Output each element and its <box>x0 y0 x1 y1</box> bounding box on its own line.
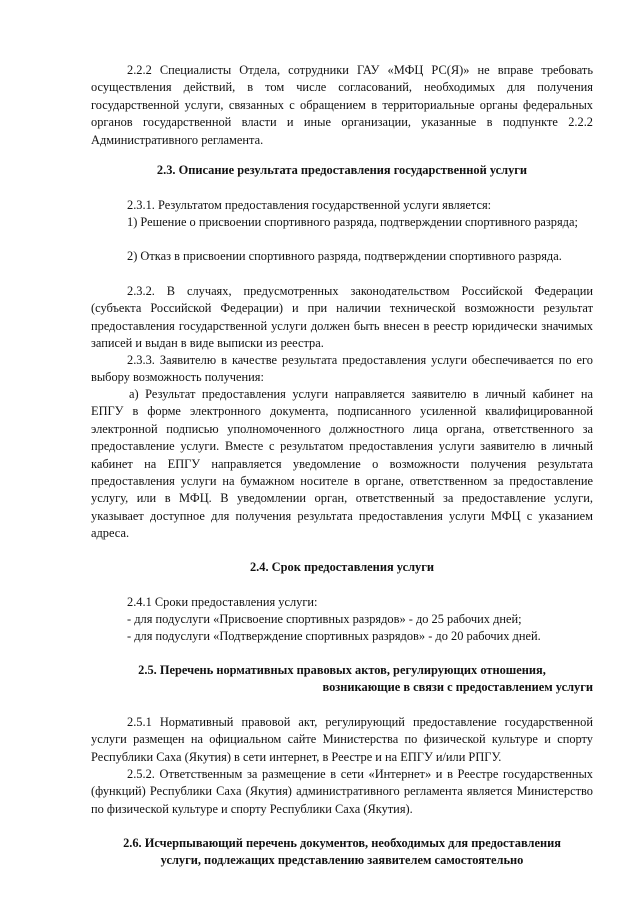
paragraph-2-5-1: 2.5.1 Нормативный правовой акт, регулирующий предоставление государственной услуги размещен на официальном сайте Министерства по физической культуре и спорту Республики Саха (Якутия) в сети интернет, в Реестре и на ЕПГУ и/или РПГУ. <box>91 715 593 764</box>
paragraph-2-3-1-item-2: 2) Отказ в присвоении спортивного разряда, подтверждении спортивного разряда. <box>127 249 562 263</box>
heading-2-5-line-2: возникающие в связи с предоставлением услуги <box>322 680 593 694</box>
heading-2-3: 2.3. Описание результата предоставления государственной услуги <box>156 163 528 177</box>
paragraph-2-4-1: 2.4.1 Сроки предоставления услуги: <box>127 595 318 609</box>
paragraph-2-5-2: 2.5.2. Ответственным за размещение в сети «Интернет» и в Реестре государственных (функций) Республики Саха (Якутия) административного регламента является Министерство по физической культуре и спорту Республики Саха (Якутия). <box>91 767 593 816</box>
paragraph-2-4-1-item-b: - для подуслуги «Подтверждение спортивных разрядов» - до 20 рабочих дней. <box>127 629 541 643</box>
paragraph-2-3-3: 2.3.3. Заявителю в качестве результата предоставления услуги обеспечивается по его выбору возможность получения: <box>91 353 593 385</box>
paragraph-2-3-1: 2.3.1. Результатом предоставления государственной услуги является: <box>127 198 492 212</box>
paragraph-2-2-2: 2.2.2 Специалисты Отдела, сотрудники ГАУ «МФЦ РС(Я)» не вправе требовать осуществления действий, в том числе согласований, необходимых для получения государственной услуги, связанных с обращением в территориальные органы федеральных органов государственной власти и иные организации, указанные в подпункте 2.2.2 Административного регламента. <box>91 63 593 147</box>
heading-2-4: 2.4. Срок предоставления услуги <box>249 560 434 574</box>
paragraph-2-3-1-item-1: 1) Решение о присвоении спортивного разряда, подтверждении спортивного разряда; <box>127 215 578 229</box>
paragraph-2-3-2: 2.3.2. В случаях, предусмотренных законодательством Российской Федерации (субъекта Российской Федерации) и при наличии технической возможности результат предоставления государственной услуги должен быть внесен в реестр юридически значимых записей и выдан в виде выписки из реестра. <box>91 284 593 351</box>
heading-2-6-line-1: 2.6. Исчерпывающий перечень документов, необходимых для предоставления <box>123 836 561 850</box>
heading-2-5-line-1: 2.5. Перечень нормативных правовых актов, регулирующих отношения, <box>138 663 546 677</box>
paragraph-2-4-1-item-a: - для подуслуги «Присвоение спортивных разрядов» - до 25 рабочих дней; <box>127 612 522 626</box>
heading-2-6-line-2: услуги, подлежащих представлению заявителем самостоятельно <box>160 853 524 867</box>
paragraph-2-3-3-a: а) Результат предоставления услуги направляется заявителю в личный кабинет на ЕПГУ в форме электронного документа, подписанного усиленной квалифицированной электронной подписью уполномоченного должностного лица органа, ответственного за предоставление услуги. Вместе с результатом предоставления услуги заявителю в личный кабинет на ЕПГУ направляется уведомление о возможности получения результата предоставления услуги на бумажном носителе в органе, ответственном за предоставление услугу, или в МФЦ. В уведомлении орган, ответственный за предоставление услуги, указывает доступное для получения результата предоставления услуги МФЦ с указанием адреса. <box>91 387 593 541</box>
